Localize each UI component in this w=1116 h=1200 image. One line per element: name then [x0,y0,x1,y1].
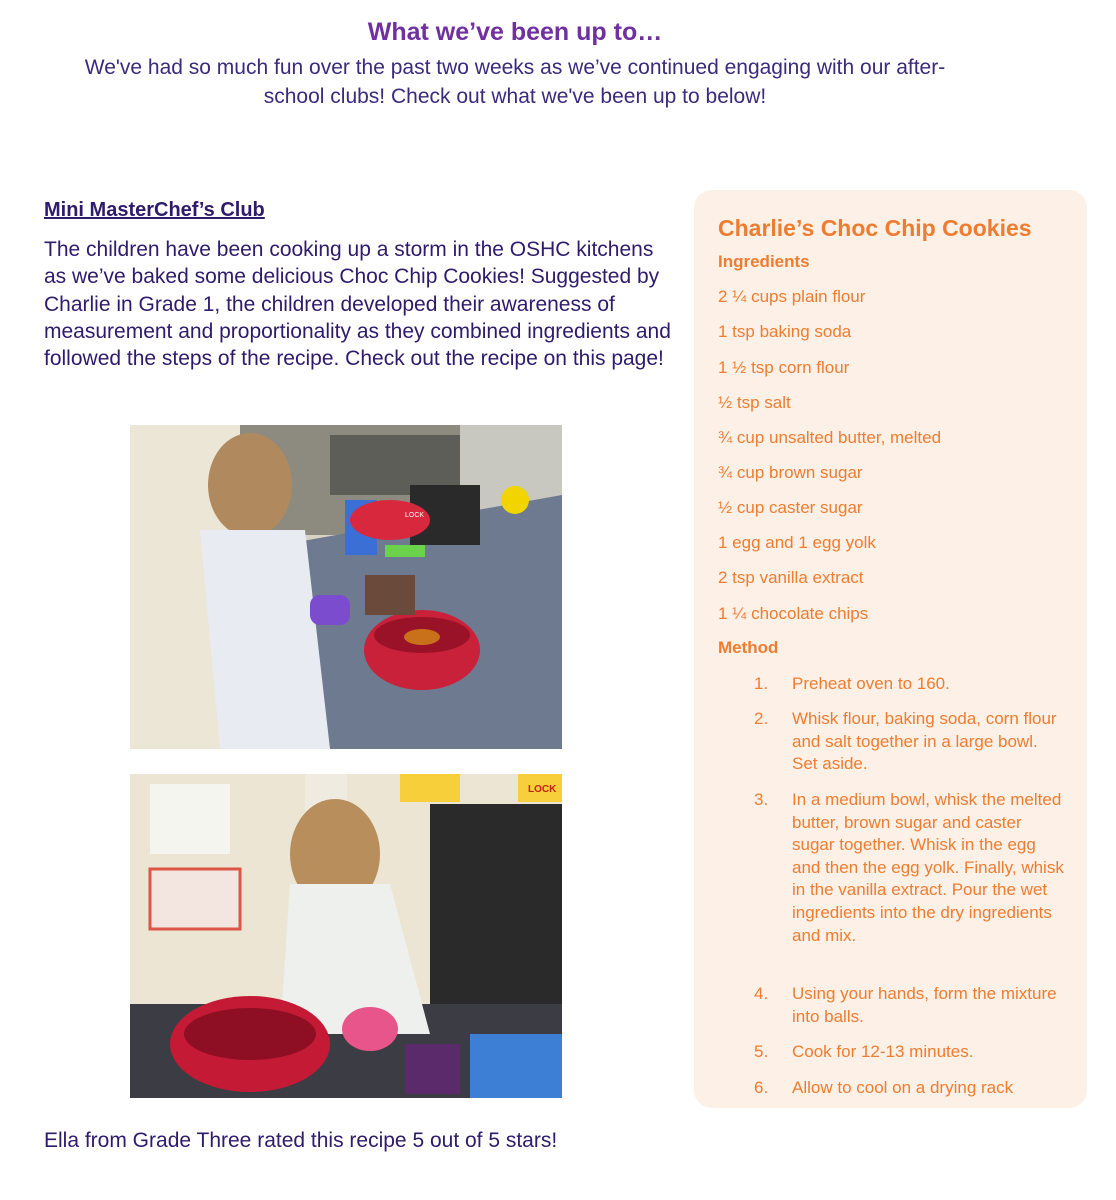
section-intro: We've had so much fun over the past two weeks as we’ve continued engaging with our after-school clubs! Check out what we've been up to below! [84,56,946,108]
ingredient-item: ¾ cup brown sugar [718,463,863,482]
photo-child-mixing-image [130,425,562,749]
method-heading: Method [718,638,779,657]
method-step-number: 1. [754,674,769,693]
method-step-number: 5. [754,1042,769,1061]
method-step-number: 3. [754,790,769,809]
method-step-number: 4. [754,984,769,1003]
method-step-text: Allow to cool on a drying rack [792,1078,1014,1097]
method-step-text: Cook for 12-13 minutes. [792,1042,974,1061]
ingredients-heading: Ingredients [718,252,810,271]
club-title: Mini MasterChef’s Club [44,199,265,221]
method-step-number: 6. [754,1078,769,1097]
photo-child-mixing [130,425,562,749]
photo2-sign-text: LOCK [528,784,557,795]
ingredient-item: 2 ¼ cups plain flour [718,287,866,306]
section-title: What we’ve been up to… [367,18,663,46]
recipe-card [694,190,1087,1108]
method-step-text: Preheat oven to 160. [792,674,950,693]
method-step-text: In a medium bowl, whisk the melted butter, brown sugar and caster sugar together. Whisk in the egg and then the egg yolk. Finally, whisk in the vanilla extract. Pour the wet ingredients into the dry ingredients and mix. [792,790,1064,945]
newsletter-header [0,18,1030,111]
recipe-rating: Ella from Grade Three rated this recipe 5 out of 5 stars! [44,1129,558,1152]
method-step-text: Using your hands, form the mixture into balls. [792,984,1057,1026]
photo-child-packet [130,774,562,1098]
ingredient-item: ½ tsp salt [718,393,791,412]
ingredient-item: 1 egg and 1 egg yolk [718,533,876,552]
ingredient-item: 1 tsp baking soda [718,322,852,341]
club-description: The children have been cooking up a storm in the OSHC kitchens as we’ve baked some delicious Choc Chip Cookies! Suggested by Charlie in Grade 1, the children developed their awareness of measurement and proportionality as they combined ingredients and followed the steps of the recipe. Check out the recipe on this page! [44,238,671,371]
method-step-number: 2. [754,709,769,728]
ingredient-item: 1 ¼ chocolate chips [718,604,869,623]
photo1-sign-text: LOCK [405,512,425,519]
method-step-text: Whisk flour, baking soda, corn flour and salt together in a large bowl. Set aside. [792,709,1057,774]
recipe-title: Charlie’s Choc Chip Cookies [718,215,1032,241]
ingredient-item: 2 tsp vanilla extract [718,568,864,587]
ingredient-item: ½ cup caster sugar [718,498,863,517]
ingredient-item: ¾ cup unsalted butter, melted [718,428,942,447]
photo-child-packet-image [130,774,562,1098]
ingredient-item: 1 ½ tsp corn flour [718,358,850,377]
